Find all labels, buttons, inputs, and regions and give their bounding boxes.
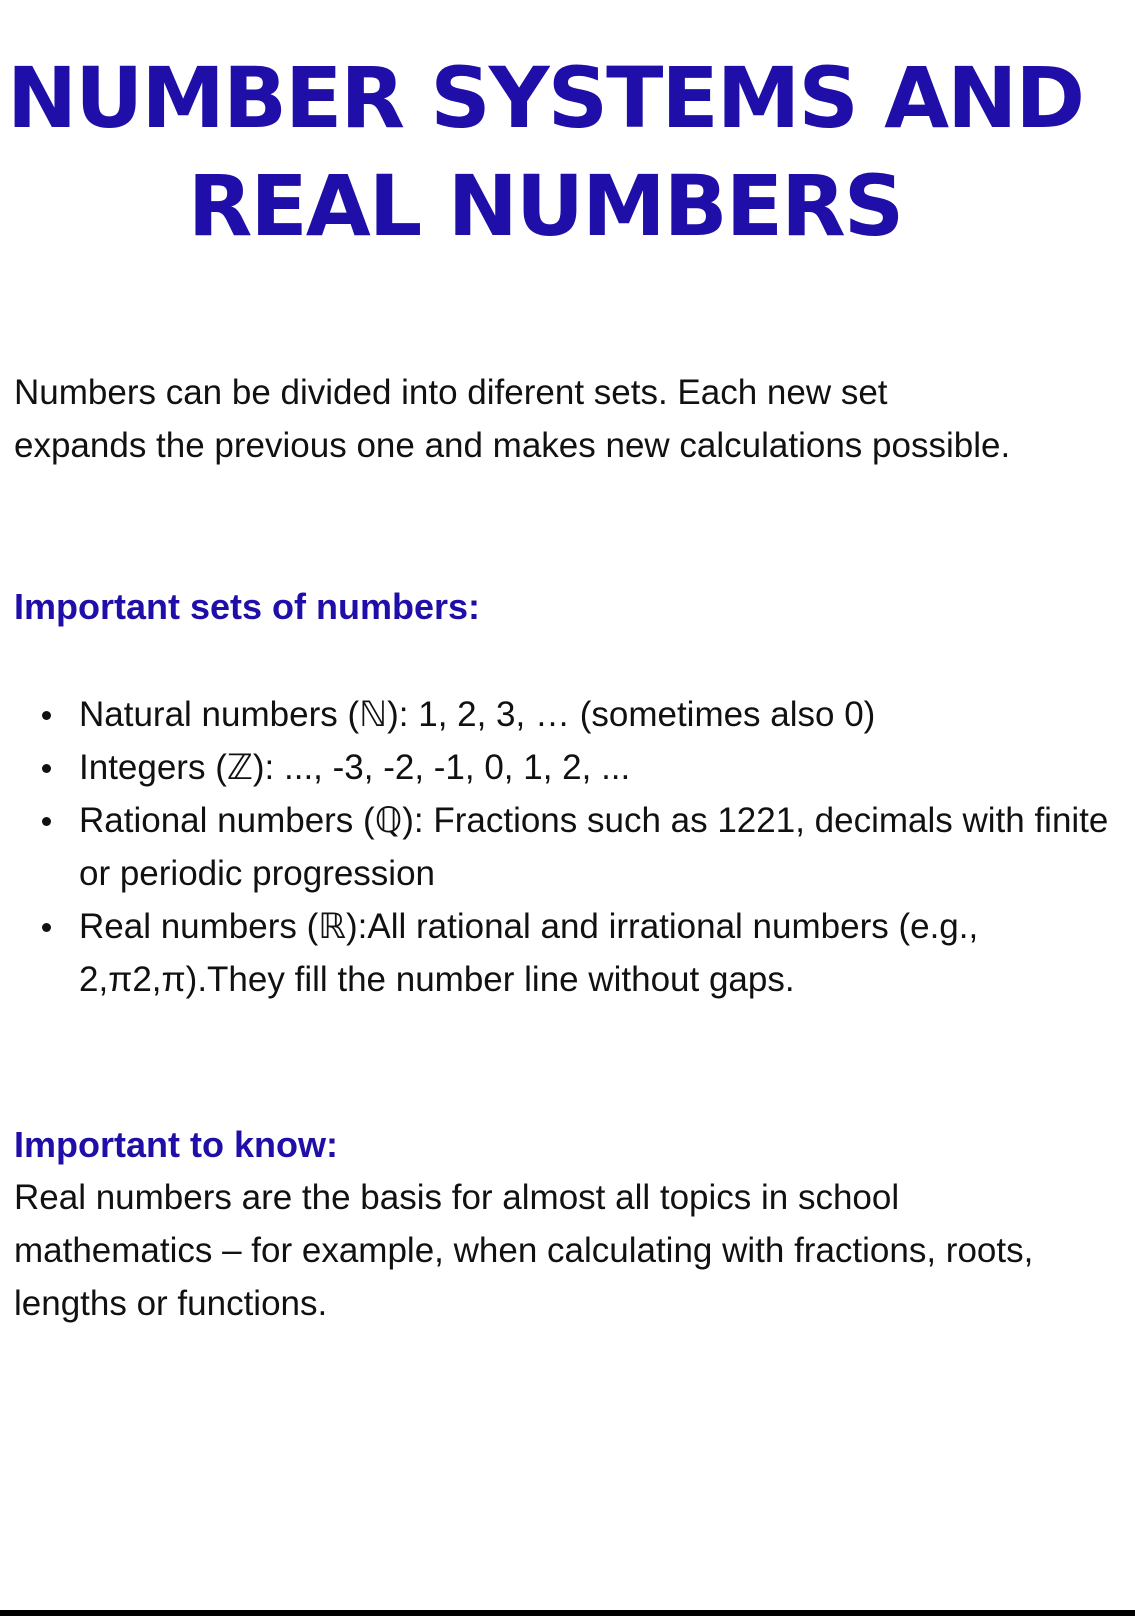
list-item-real-numbers	[14, 900, 1114, 1006]
know-heading: Important to know:	[14, 1124, 338, 1165]
sets-heading: Important sets of numbers:	[14, 586, 481, 627]
bullet-icon	[42, 764, 51, 773]
number-sets-list	[14, 688, 1114, 1006]
list-item-natural-numbers	[14, 688, 1114, 741]
list-item-text: Real numbers (ℝ):All rational and irrational numbers (e.g., 2,π2,π).They fill the number line without gaps.	[79, 907, 979, 999]
intro-paragraph: Numbers can be divided into diferent sets. Each new set expands the previous one and makes new calculations possible.	[14, 373, 1011, 465]
list-item-integers	[14, 741, 1114, 794]
list-item-rational-numbers	[14, 794, 1114, 900]
list-item-text: Rational numbers (ℚ): Fractions such as 1221, decimals with finite or periodic progression	[79, 801, 1109, 893]
list-item-text: Integers (ℤ): ..., -3, -2, -1, 0, 1, 2, ...	[79, 748, 631, 787]
bottom-divider	[0, 1610, 1135, 1616]
page-title-line-2: REAL NUMBERS	[187, 157, 903, 255]
bullet-icon	[42, 923, 51, 932]
bullet-icon	[42, 817, 51, 826]
page-title	[0, 44, 1090, 260]
bullet-icon	[42, 711, 51, 720]
list-item-text: Natural numbers (ℕ): 1, 2, 3, … (sometimes also 0)	[79, 695, 876, 734]
page-title-line-1: NUMBER SYSTEMS AND	[6, 49, 1084, 147]
outro-paragraph: Real numbers are the basis for almost all topics in school mathematics – for example, when calculating with fractions, roots, lengths or functions.	[14, 1178, 1034, 1323]
